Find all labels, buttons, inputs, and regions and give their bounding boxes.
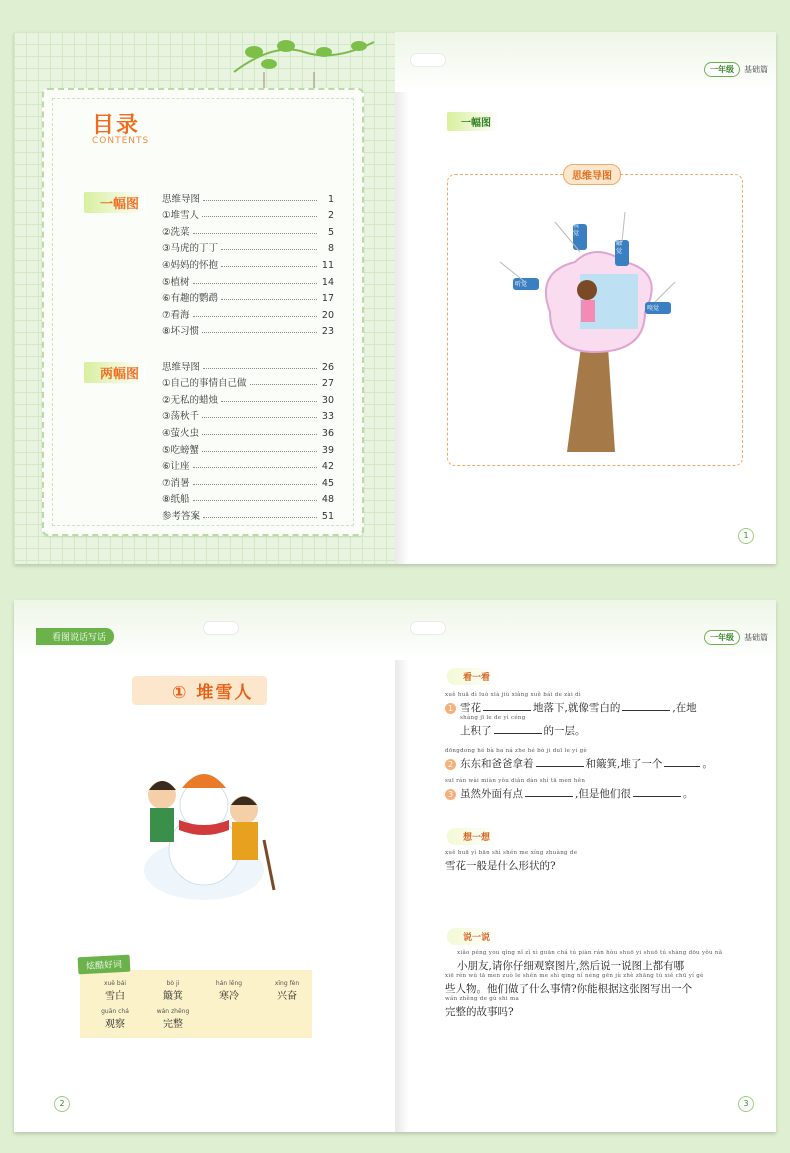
- look-heading: 看一看: [447, 668, 500, 685]
- toc-entry[interactable]: [162, 489, 334, 506]
- toc-entry-page: 48: [321, 494, 334, 506]
- contents-page: [14, 32, 395, 564]
- toc-entry-title: ⑧纸船: [162, 494, 190, 506]
- toc-entry[interactable]: [162, 456, 334, 473]
- say-question: xiǎo péng you qǐng nǐ zǐ xì guān chá tú piàn rán hòu shuō yi shuō tú shàng dōu yǒu nǎ 小朋友,请你仔细观察图片,然后说一说图上都有哪 xiē rén wù tā men zuò le shén me shì qing nǐ néng gēn jù zhè zhāng tú xiě chū yí gè 些人物。他们做了什么事情?你能根据这张图写出一个 wán zhěng de gù shi ma 完整的故事吗?: [445, 950, 723, 1018]
- toc-entry[interactable]: [162, 304, 334, 321]
- toc-entry-page: 11: [321, 259, 334, 271]
- toc-entry[interactable]: [162, 439, 334, 456]
- toc-entry-page: 5: [327, 226, 334, 238]
- book-tab: 看图说话写话: [36, 628, 114, 645]
- toc-entry-page: 1: [327, 193, 334, 205]
- toc-entry-title: ⑥有趣的鹦鹉: [162, 293, 219, 305]
- mindmap-branch-touch: 触觉: [616, 240, 623, 255]
- bottom-spread: [14, 600, 776, 1132]
- mindmap-title: 思维导图: [563, 164, 621, 185]
- lesson-page: [14, 600, 395, 1132]
- vocab-word: xīng fèn 兴奋: [274, 980, 300, 1002]
- say-heading: 说一说: [447, 928, 500, 945]
- vocab-word: wán zhěng 完整: [156, 1008, 190, 1030]
- mindmap-branch-hearing: 听觉: [515, 281, 528, 288]
- toc-entry[interactable]: [162, 221, 334, 238]
- toc-entry-page: 51: [321, 510, 334, 522]
- section-label: 一幅图: [447, 112, 499, 131]
- toc-entry-title: ①自己的事情自己做: [162, 378, 247, 390]
- exercise-page: [395, 600, 776, 1132]
- page-number: 2: [54, 1096, 70, 1112]
- toc-list-section1: [162, 188, 334, 337]
- toc-entry-page: 23: [321, 326, 334, 338]
- toc-entry-page: 8: [327, 243, 334, 255]
- toc-entry-page: 30: [321, 394, 334, 406]
- vocab-word: guān chá 观察: [101, 1008, 129, 1030]
- toc-entry-page: 33: [321, 411, 334, 423]
- toc-entry-title: ③马虎的丁丁: [162, 243, 219, 255]
- toc-entry-page: 45: [321, 477, 334, 489]
- toc-entry[interactable]: [162, 288, 334, 305]
- think-question: xuě huā yì bān shì shén me xíng zhuàng de 雪花一般是什么形状的?: [445, 850, 578, 872]
- toc-entry-title: 参考答案: [162, 510, 201, 522]
- toc-entry-page: 26: [321, 361, 334, 373]
- mindmap-tree: [495, 202, 695, 462]
- snowman-illustration: [124, 750, 284, 910]
- top-spread: [14, 32, 776, 564]
- toc-entry[interactable]: [162, 188, 334, 205]
- toc-entry[interactable]: [162, 254, 334, 271]
- toc-entry-page: 14: [321, 276, 334, 288]
- section-one-image-label: 一幅图: [84, 192, 145, 213]
- toc-entry-title: ③荡秋千: [162, 411, 200, 423]
- toc-entry-page: 20: [321, 309, 334, 321]
- toc-entry-title: ⑥让座: [162, 461, 190, 473]
- toc-entry-title: 思维导图: [162, 193, 201, 205]
- toc-entry-title: ②洗菜: [162, 226, 190, 238]
- toc-entry-page: 42: [321, 461, 334, 473]
- question-2: dōngdong hé bà ba ná zhe hé bò ji duī le yí gè 2 东东和爸爸拿着 和簸箕,堆了一个 。: [445, 748, 713, 770]
- toc-entry[interactable]: [162, 406, 334, 423]
- contents-subtitle: CONTENTS: [92, 136, 150, 146]
- toc-entry-title: ④萤火虫: [162, 427, 200, 439]
- toc-entry-title: ④妈妈的怀抱: [162, 259, 219, 271]
- toc-entry[interactable]: [162, 238, 334, 255]
- vocab-word: xuě bái 雪白: [103, 980, 127, 1002]
- toc-entry-page: 17: [321, 293, 334, 305]
- toc-entry-page: 36: [321, 427, 334, 439]
- grade-tab: [704, 62, 768, 77]
- grade-label: 一年级: [704, 62, 740, 77]
- toc-entry-page: 2: [327, 210, 334, 222]
- toc-entry-title: ⑤植树: [162, 276, 190, 288]
- toc-entry[interactable]: [162, 205, 334, 222]
- toc-entry-title: ⑤吃螃蟹: [162, 444, 200, 456]
- toc-entry[interactable]: [162, 422, 334, 439]
- section-two-images-label: 两幅图: [84, 362, 145, 383]
- toc-entry-title: ⑦看海: [162, 309, 190, 321]
- contents-title: 目录: [92, 113, 141, 138]
- toc-entry[interactable]: [162, 373, 334, 390]
- question-3: suī rán wài miàn yǒu diǎn dàn shì tā men hěn 3 虽然外面有点 ,但是他们很 。: [445, 778, 694, 800]
- vocab-word: hán lěng 寒冷: [215, 980, 243, 1002]
- think-heading: 想一想: [447, 828, 500, 845]
- toc-entry[interactable]: [162, 356, 334, 373]
- toc-entry[interactable]: [162, 472, 334, 489]
- vocab-word: bò ji 簸箕: [163, 980, 183, 1002]
- mindmap-branch-sight: 视觉: [573, 222, 580, 237]
- toc-entry[interactable]: [162, 271, 334, 288]
- toc-entry-title: ①堆雪人: [162, 210, 200, 222]
- toc-entry-page: 27: [321, 378, 334, 390]
- toc-entry-title: 思维导图: [162, 361, 201, 373]
- grade-label: 一年级: [704, 630, 740, 645]
- lesson-title: ① 堆雪人: [132, 676, 267, 705]
- mindmap-branch-smell: 嗅觉: [647, 305, 660, 312]
- toc-entry-title: ②无私的蜡烛: [162, 394, 219, 406]
- toc-entry-title: ⑧坏习惯: [162, 326, 200, 338]
- question-1: xuě huā dì luò xià jiù xiàng xuě bái de zài dì 1 雪花 地落下,就像雪白的 ,在地 shàng jī le de yì céng 上积了 的一层。: [445, 692, 697, 737]
- toc-list-section2: [162, 356, 334, 522]
- mindmap-page: [395, 32, 776, 564]
- toc-entry-page: 39: [321, 444, 334, 456]
- level-label: 基础篇: [744, 633, 768, 642]
- grade-tab: [704, 630, 768, 645]
- page-number: 3: [738, 1096, 754, 1112]
- vocab-heading: 炫酷好词: [78, 955, 131, 975]
- level-label: 基础篇: [744, 65, 768, 74]
- toc-entry[interactable]: [162, 321, 334, 338]
- page-number: 1: [738, 528, 754, 544]
- toc-entry[interactable]: [162, 389, 334, 406]
- toc-entry[interactable]: [162, 505, 334, 522]
- toc-entry-title: ⑦消暑: [162, 477, 190, 489]
